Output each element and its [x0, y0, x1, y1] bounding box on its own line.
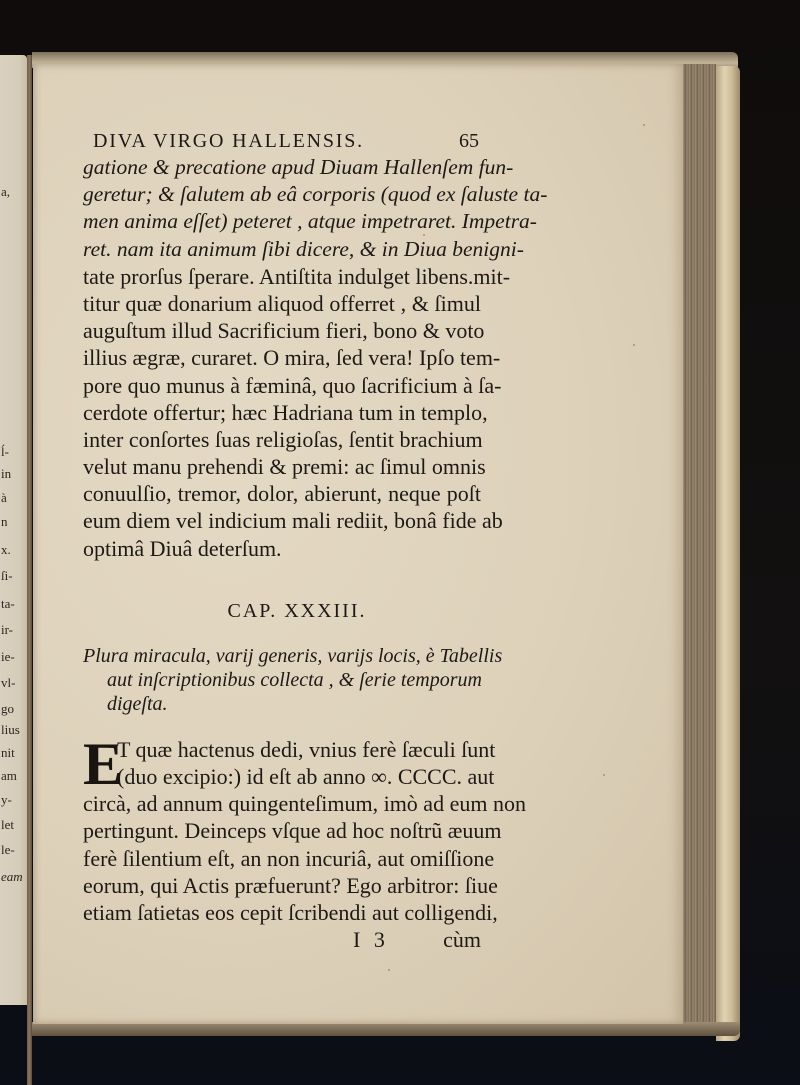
facing-fragment: eam — [1, 869, 23, 884]
text-line: etiam ſatietas eos cepit ſcribendi aut colligendi, — [83, 899, 498, 925]
text-line: eum diem vel indicium mali rediit, bonâ fide ab — [83, 508, 503, 534]
text-line: ferè ſilentium eſt, an non incuriâ, aut omiſſione — [83, 845, 495, 871]
text-line: conuulſio, tremor, dolor, abierunt, neque poſt — [83, 481, 481, 507]
page-number: 65 — [459, 130, 479, 152]
chapter-argument — [83, 644, 503, 716]
paragraph-2 — [83, 730, 526, 926]
running-head-title: DIVA VIRGO HALLENSIS. — [93, 130, 364, 152]
text-line: velut manu prehendi & premi: ac ſimul omnis — [83, 454, 486, 480]
text-line: cerdote offertur; hæc Hadriana tum in templo, — [83, 399, 488, 425]
facing-fragment: à — [1, 490, 7, 505]
text-block — [83, 130, 548, 953]
facing-fragment: ĺ- — [1, 444, 9, 459]
facing-fragment: ie- — [1, 649, 15, 664]
footer-line — [83, 926, 481, 953]
facing-fragment: n — [1, 514, 8, 529]
text-line: tate prorſus ſperare. Antiſtita indulget libens.mit- — [83, 263, 511, 289]
text-line: ret. nam ita animum ſibi dicere, & in Diua benigni- — [83, 236, 524, 261]
facing-fragment: x. — [1, 542, 11, 557]
text-line: men anima eſſet) peteret , atque impetraret. Impetra- — [83, 209, 537, 234]
argument-line: digeſta. — [107, 692, 168, 715]
text-line: pertingunt. Deinceps vſque ad hoc noſtrũ æuum — [83, 818, 502, 844]
facing-fragment: nit — [1, 745, 15, 760]
facing-fragment: lius — [1, 722, 20, 737]
argument-line: aut inſcriptionibus collecta , & ſerie temporum — [107, 668, 482, 691]
text-line: circà, ad annum quingenteſimum, imò ad eum non — [83, 791, 526, 817]
text-line: (duo excipio:) id eſt ab anno ∞. CCCC. aut — [117, 764, 495, 789]
vellum-cover-edge — [716, 66, 740, 1041]
text-line: optimâ Diuâ deterſum. — [83, 535, 282, 561]
running-head — [83, 130, 481, 152]
text-line: inter conſortes ſuas religioſas, ſentit brachium — [83, 426, 483, 452]
drop-cap: E — [83, 730, 124, 797]
argument-line: Plura miracula, varij generis, varijs locis, è Tabellis — [83, 644, 503, 667]
facing-fragment: a, — [1, 184, 11, 199]
text-line: gatione & precatione apud Diuam Hallenſem fun- — [83, 155, 514, 179]
facing-fragment: ta- — [1, 596, 15, 611]
text-line: T quæ hactenus dedi, vnius ferè ſæculi ſunt — [117, 736, 496, 762]
chapter-heading: CAP. XXXIII. — [227, 599, 367, 622]
text-line: auguſtum illud Sacrificium fieri, bono & voto — [83, 318, 485, 344]
text-line: geretur; & ſalutem ab eâ corporis (quod ex ſaluste ta- — [83, 182, 548, 207]
page-edges-stack — [682, 64, 716, 1036]
facing-fragment: vl- — [1, 675, 16, 690]
facing-fragment: let — [1, 817, 14, 832]
facing-fragment: le- — [1, 842, 15, 857]
facing-fragment: am — [1, 768, 17, 783]
facing-fragment: y- — [1, 792, 12, 807]
text-line: pore quo munus à fæminâ, quo ſacrificium à ſa- — [83, 372, 502, 398]
recto-page — [33, 64, 683, 1024]
paragraph-1 — [83, 154, 548, 562]
facing-fragment: ſi- — [1, 568, 13, 583]
book-gutter — [27, 55, 32, 1085]
text-line: illius ægræ, curaret. O mira, ſed vera! Ipſo tem- — [83, 345, 501, 371]
text-line: titur quæ donarium aliquod offerret , & ſimul — [83, 290, 481, 316]
facing-page-left — [0, 55, 27, 1005]
text-line: eorum, qui Actis præfuerunt? Ego arbitror: ſiue — [83, 872, 498, 898]
facing-fragment: in — [1, 466, 12, 481]
facing-fragment: ir- — [1, 622, 14, 637]
signature-mark: I 3 — [353, 927, 389, 953]
cover-edge-bottom — [32, 1022, 740, 1036]
facing-fragment: go — [1, 701, 14, 716]
catchword: cùm — [443, 927, 481, 953]
